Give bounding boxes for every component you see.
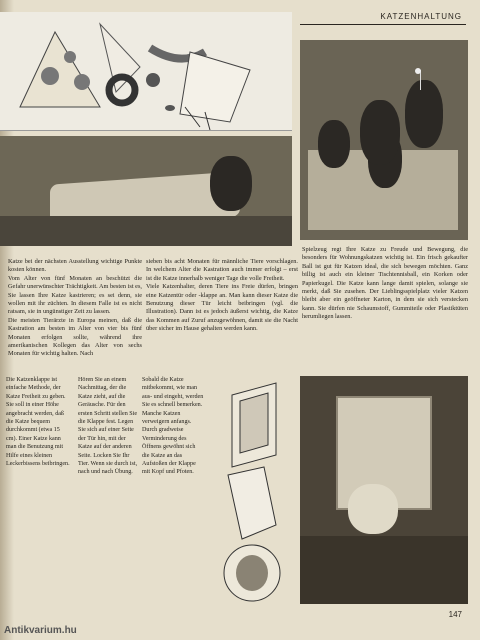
kitten-in-bag-photo [0, 136, 292, 246]
header-rule [300, 24, 466, 25]
cat-flap-drawings [212, 375, 296, 605]
article-column-1: Katze bei der nächsten Ausstellung wichtige Punkte kosten können. Vom Alter von fünf Monaten an beschützt die Gefahr unerwünschter Trächtigkeit. Am besten ist es, Sie lassen Ihre Katze kastrieren; es sei denn, sie wollen mit ihr züchten. In diesem Falle ist es nicht ratsam, sie in ungünstiger Zeit zu lassen. Die meisten Tierärzte in Europa meinen, daß die Kastration am besten im Alter von vier bis fünf Monaten erfolgen sollte, während ihre amerikanischen Kollegen das Alter von sechs Monaten für wichtig halten. Nach [8, 258, 142, 358]
toy-drawing [0, 12, 292, 130]
article-column-3: Spielzeug regt Ihre Katze zu Freude und Bewegung, die besonders für Wohnungskatzen wichtig ist. Ein frisch gekaufter Ball ist gut für Katzen ideal, die sich bewegen möchten. Ganz billig ist auch ein kleiner Tischtennisball, ein Korken oder Papierkugel. Die Katze kann lange damit spielen, solange sie merkt, daß Sie zusehen. Der Lieblingsspielplatz vieler Katzen bleibt aber ein geöffneter Karton, in dem sie sich verstecken kann. Sie dürfen nie Schaumstoff, Gummiteile oder Plastiktüten herumliegen lassen. [302, 246, 470, 321]
cat-flap-text-1: Die Katzenklappe ist einfache Methode, der Katze Freiheit zu geben. Sie soll in einer Höhe angebracht werden, daß die Katze bequem durchkommt (etwa 15 cm). Einer Katze kann man die Benutzung mit Hilfe eines kleinen Leckerbissens beibringen. [6, 377, 70, 468]
cat-flap-text-3: Sobald die Katze mitbekommt, wie man aus- und eingeht, werden Sie es schnell bemerken. Manche Katzen verweigern anfangs. Durch gradweise Verminderung des Öffnens gewöhnt sich die Katze an das Aufstoßen der Klappe mit Kopf und Pfoten. [142, 377, 205, 476]
section-header: KATZENHALTUNG [380, 12, 462, 21]
cat-using-flap-photo [300, 376, 468, 604]
cat-toys-illustration [0, 12, 292, 131]
page-number: 147 [448, 610, 462, 619]
watermark: Antikvarium.hu [4, 625, 77, 636]
kittens-playing-photo [300, 40, 468, 240]
article-column-2: sieben bis acht Monaten für männliche Tiere vorschlagen. In welchem Alter die Kastration auch immer erfolgt – erst ist die Katze innerhalb weniger Tage die volle Freiheit. Viele Katzenhalter, deren Tiere ins Freie dürfen, bringen eine Katzentür oder -klappe an. Man kann dieser Katze die Benutzung dieser Tür leicht beibringen (vgl. die Illustration). Dann ist es jedoch äußerst wichtig, die Katze das Kommen auf Zuruf anzugewöhnen, damit sie die Nacht über sicher im Hause gehalten werden kann. [146, 258, 298, 333]
cat-flap-text-2: Hören Sie an einem Nachmittag, der die Katze zieht, auf die Geräusche. Für den ersten Schritt stellen Sie die Klappe fest. Legen Sie sich auf einer Seite der Tür hin, mit der Katze auf der anderen Seite. Locken Sie Ihr Tier. Wenn sie durch ist, nach und nach Übung. [78, 377, 139, 476]
